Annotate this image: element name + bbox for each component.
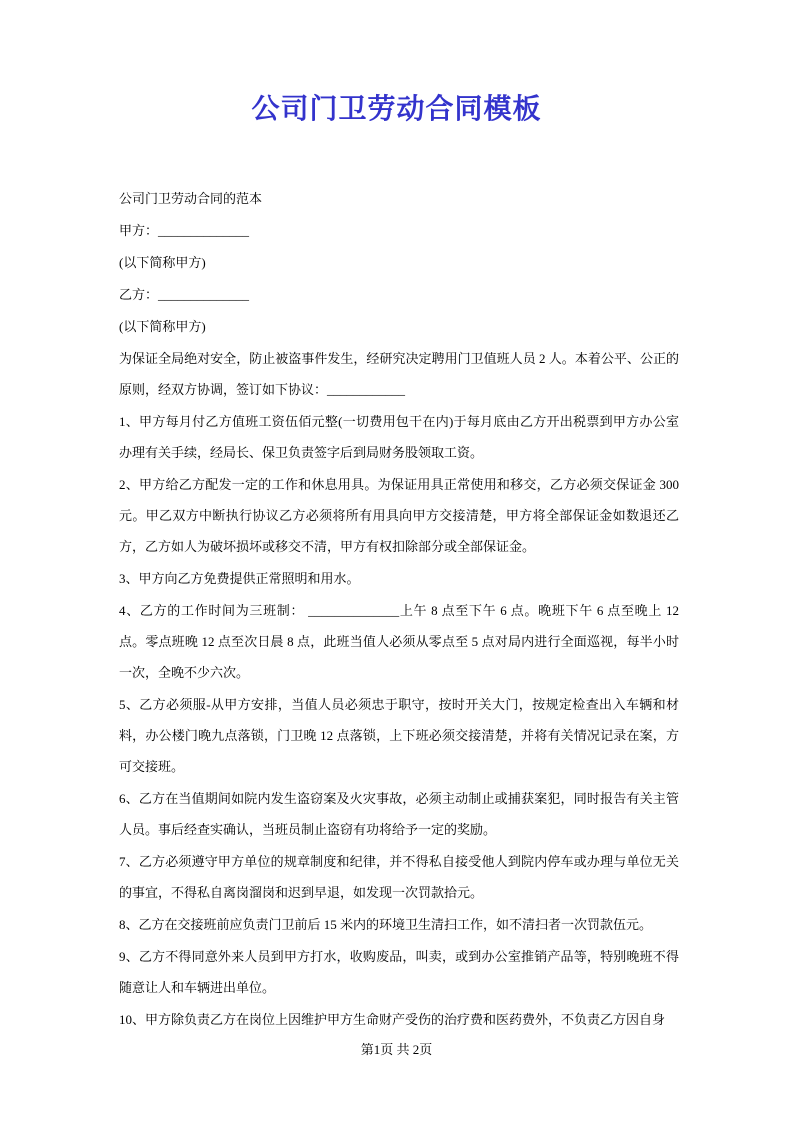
clause-7: 7、乙方必须遵守甲方单位的规章制度和纪律，并不得私自接受他人到院内停车或办理与单位无关的事宜，不得私自离岗溜岗和迟到早退，如发现一次罚款拾元。 — [119, 854, 679, 900]
clause-9: 9、乙方不得同意外来人员到甲方打水，收购废品，叫卖，或到办公室推销产品等，特别晚班不得随意让人和车辆进出单位。 — [119, 949, 679, 995]
clause-4: 4、乙方的工作时间为三班制： ______________上午 8 点至下午 6 点。晚班下午 6 点至晚上 12 点。零点班晚 12 点至次日晨 8 点，此班当值人必须从零点至 5 点对局内进行全面巡视，每半小时一次，全晚不少六次。 — [119, 603, 679, 680]
intro-paragraph: 为保证全局绝对安全，防止被盗事件发生，经研究决定聘用门卫值班人员 2 人。本着公平、公正的原则，经双方协调，签订如下协议：____________ — [119, 351, 679, 397]
doc-subtitle: 公司门卫劳动合同的范本 — [119, 191, 263, 206]
party-a-line: 甲方：______________ — [119, 223, 250, 238]
clause-5: 5、乙方必须服-从甲方安排，当值人员必须忠于职守，按时开关大门，按规定检查出入车辆和材料，办公楼门晚九点落锁，门卫晚 12 点落锁，上下班必须交接清楚，并将有关情况记录在案，方可交接班。 — [119, 697, 679, 774]
clause-1: 1、甲方每月付乙方值班工资伍佰元整(一切费用包干在内)于每月底由乙方开出税票到甲方办公室办理有关手续，经局长、保卫负责签字后到局财务股领取工资。 — [119, 414, 679, 460]
clause-8: 8、乙方在交接班前应负责门卫前后 15 米内的环境卫生清扫工作，如不清扫者一次罚款伍元。 — [119, 917, 653, 932]
document-body — [0, 127, 793, 1035]
page-footer: 第1页 共 2页 — [360, 1042, 433, 1057]
document-title: 公司门卫劳动合同模板 — [251, 94, 542, 125]
clause-6: 6、乙方在当值期间如院内发生盗窃案及火灾事故，必须主动制止或捕获案犯，同时报告有关主管人员。事后经查实确认，当班员制止盗窃有功将给予一定的奖励。 — [119, 791, 679, 837]
party-b-alias: (以下简称甲方) — [119, 319, 206, 334]
party-a-alias: (以下简称甲方) — [119, 255, 206, 270]
party-b-line: 乙方：______________ — [119, 287, 250, 302]
clause-2: 2、甲方给乙方配发一定的工作和休息用具。为保证用具正常使用和移交，乙方必须交保证金 300 元。甲乙双方中断执行协议乙方必须将所有用具向甲方交接清楚，甲方将全部保证金如数退还乙方，乙方如人为破坏损坏或移交不清，甲方有权扣除部分或全部保证金。 — [119, 477, 679, 554]
clause-10: 10、甲方除负责乙方在岗位上因维护甲方生命财产受伤的治疗费和医药费外，不负责乙方因自身 — [119, 1012, 666, 1027]
clause-3: 3、甲方向乙方免费提供正常照明和用水。 — [119, 571, 360, 586]
